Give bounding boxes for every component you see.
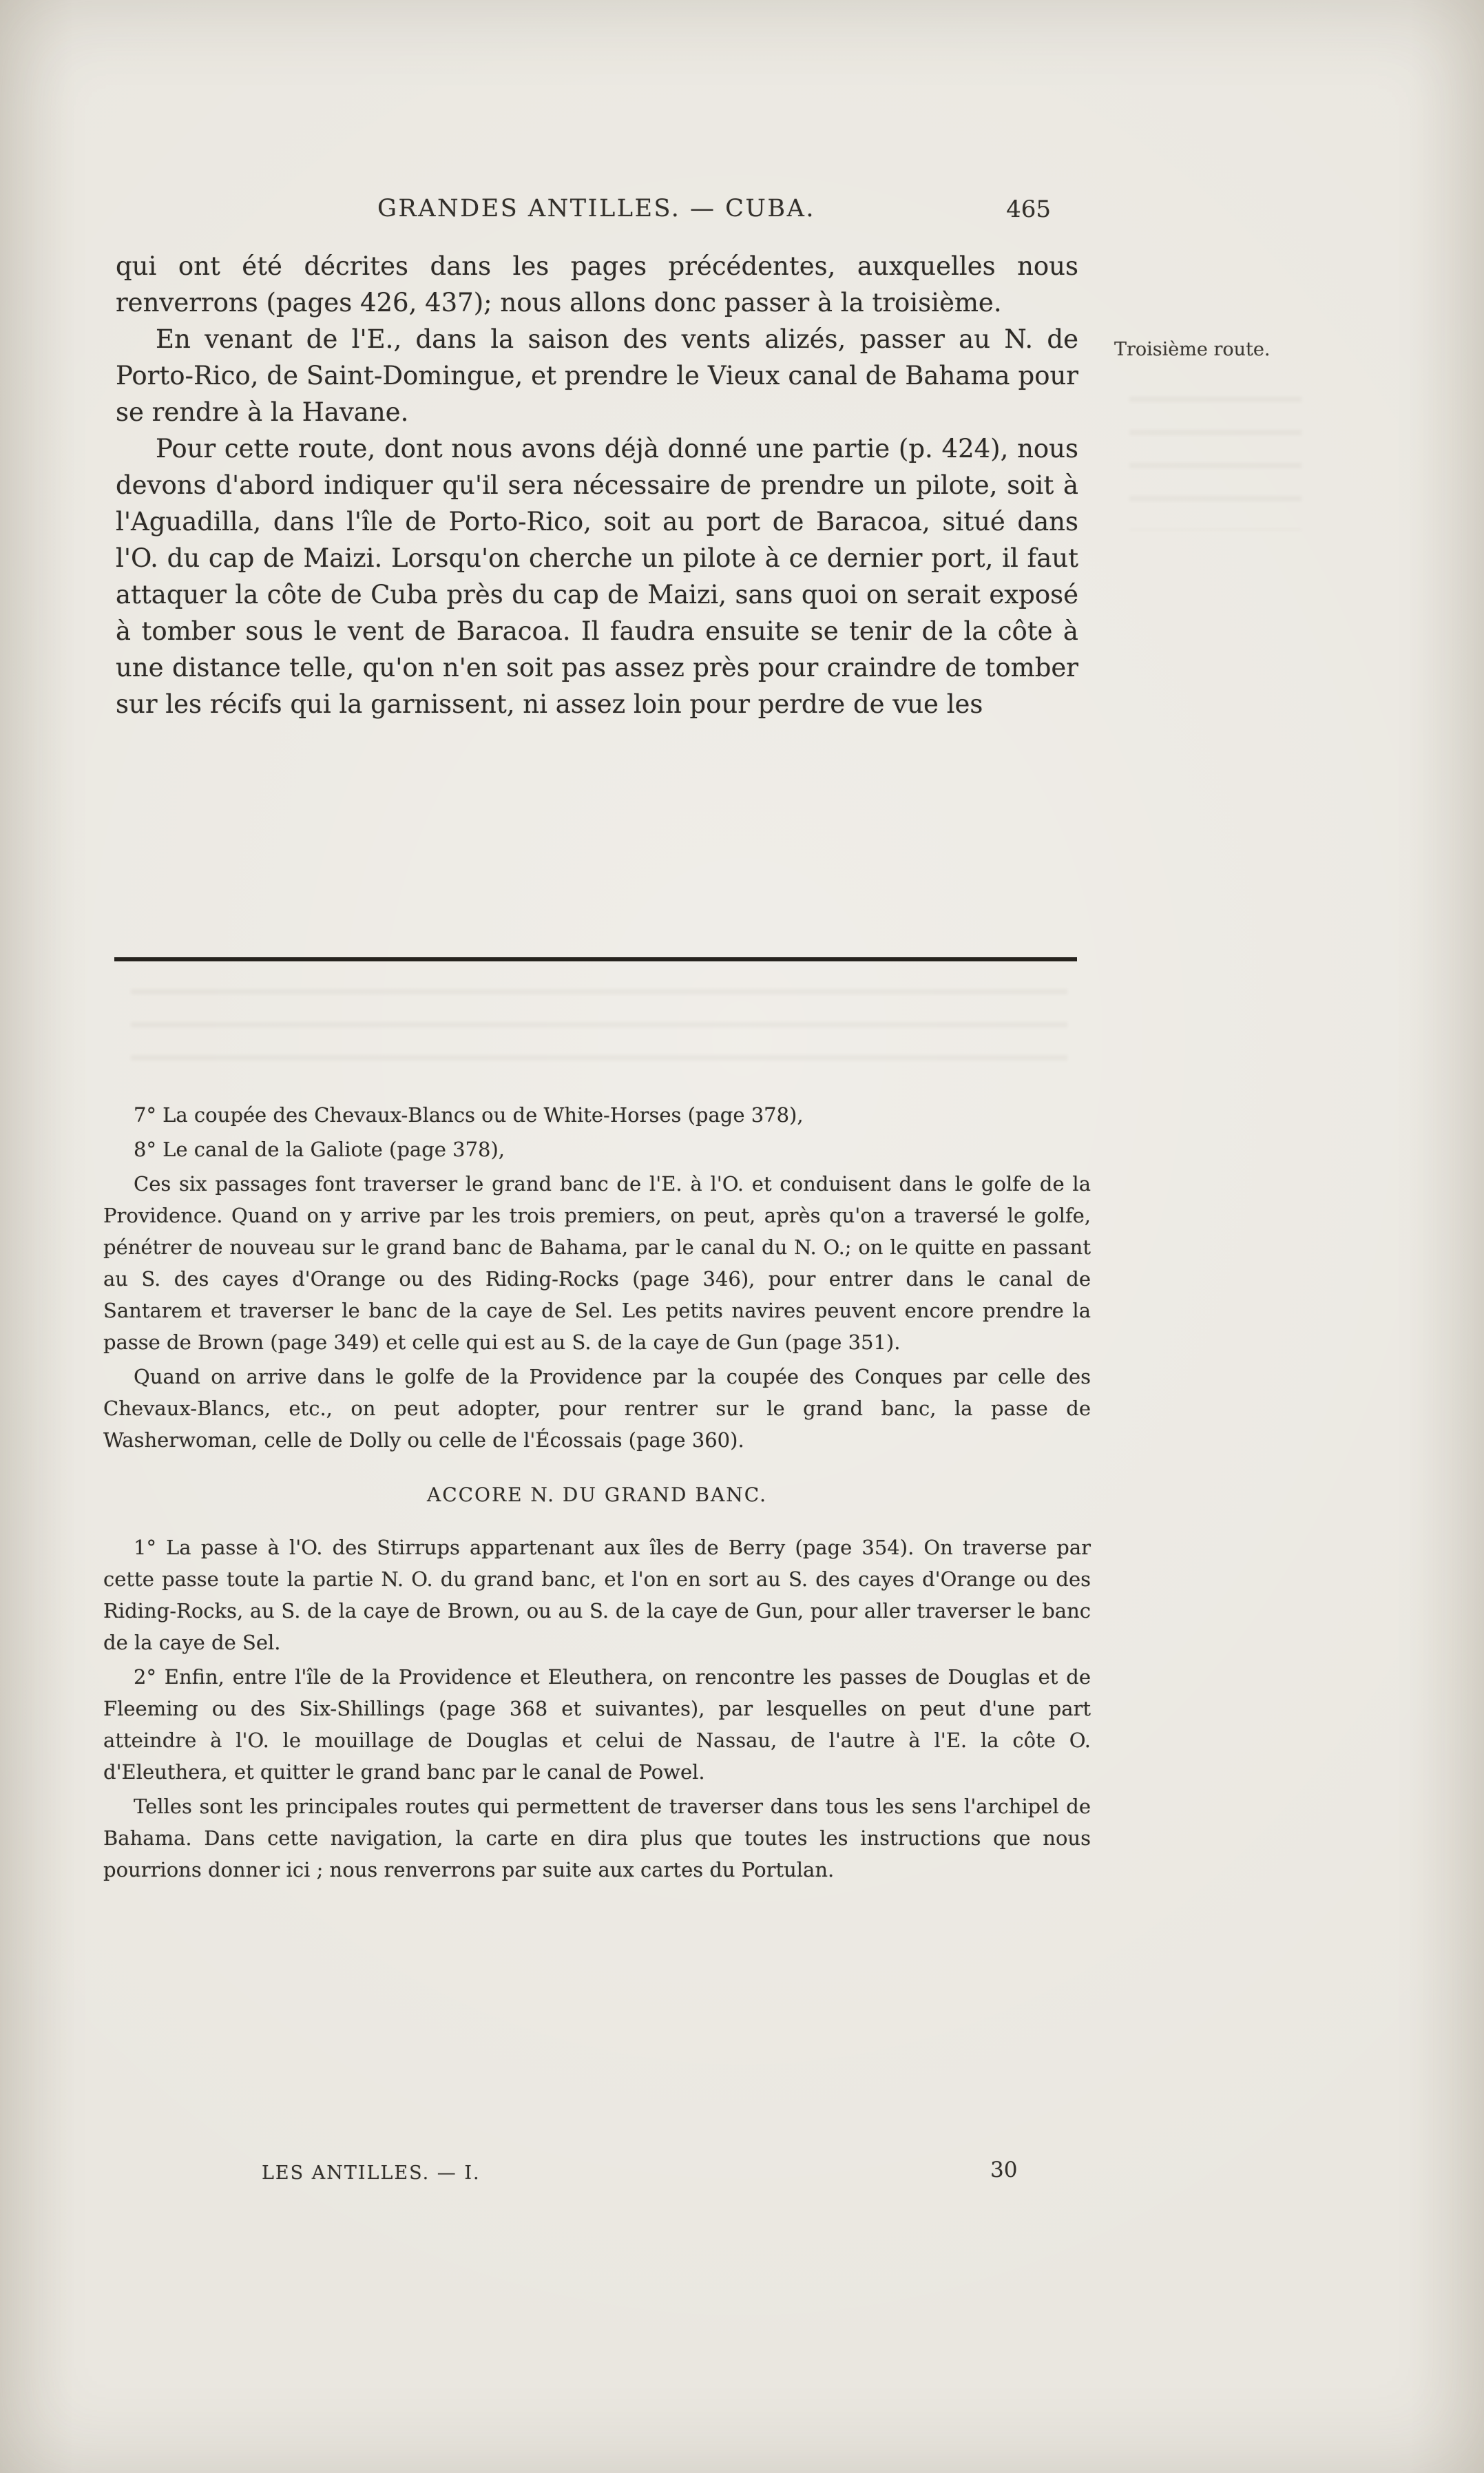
- body-paragraph: En venant de l'E., dans la saison des vents alizés, passer au N. de Porto-Rico, de Saint-Domingue, et prendre le Vieux canal de Bahama pour se rendre à la Havane.: [116, 324, 1078, 427]
- footnote-section-heading: ACCORE N. DU GRAND BANC.: [426, 1483, 768, 1506]
- footnote-item: Telles sont les principales routes qui permettent de traverser dans tous les sens l'archipel de Bahama. Dans cette navigation, la carte en dira plus que toutes les instructions que nous pourrions donner ici ; nous renverrons par suite aux cartes du Portulan.: [103, 1795, 1091, 1881]
- page-number: 465: [1006, 196, 1051, 223]
- main-text-block: [116, 248, 1078, 722]
- footnotes-block: [103, 1099, 1091, 1886]
- footnote-separator-rule: [114, 957, 1077, 961]
- footnote-item: 1° La passe à l'O. des Stirrups appartenant aux îles de Berry (page 354). On traverse par cette passe toute la partie N. O. du grand banc, et l'on en sort au S. des cayes d'Orange ou des Riding-Rocks, au S. de la caye de Brown, ou au S. de la caye de Gun, pour aller traverser le banc de la caye de Sel.: [103, 1536, 1091, 1654]
- running-head: [116, 195, 1077, 228]
- footer-signature-number: 30: [990, 2158, 1018, 2182]
- footnote-item: 2° Enfin, entre l'île de la Providence et Eleuthera, on rencontre les passes de Douglas et de Fleeming ou des Six-Shillings (page 368 et suivantes), par lesquelles on peut d'une part atteindre à l'O. le mouillage de Douglas et celui de Nassau, de l'autre à l'E. la côte O. d'Eleuthera, et quitter le grand banc par le canal de Powel.: [103, 1665, 1091, 1784]
- bleed-through-margin: [1129, 386, 1302, 530]
- body-paragraph: qui ont été décrites dans les pages précédentes, auxquelles nous renverrons (pages 426, 437); nous allons donc passer à la troisième.: [116, 251, 1078, 317]
- footnote-item: 8° Le canal de la Galiote (page 378),: [134, 1138, 505, 1161]
- footer-series-title: LES ANTILLES. — I.: [262, 2162, 481, 2184]
- margin-note: Troisième route.: [1114, 339, 1271, 360]
- bleed-through-mid: [131, 978, 1067, 1081]
- footnote-item: Quand on arrive dans le golfe de la Providence par la coupée des Conques par celle des Chevaux-Blancs, etc., on peut adopter, pour rentrer sur le grand banc, la passe de Washerwoman, celle de Dolly ou celle de l'Écossais (page 360).: [103, 1365, 1091, 1452]
- body-paragraph: Pour cette route, dont nous avons déjà donné une partie (p. 424), nous devons d'abord indiquer qu'il sera nécessaire de prendre un pilote, soit à l'Aguadilla, dans l'île de Porto-Rico, soit au port de Baracoa, situé dans l'O. du cap de Maizi. Lorsqu'on cherche un pilote à ce dernier port, il faut attaquer la côte de Cuba près du cap de Maizi, sans quoi on serait exposé à tomber sous le vent de Baracoa. Il faudra ensuite se tenir de la côte à une distance telle, qu'on n'en soit pas assez près pour craindre de tomber sur les récifs qui la garnissent, ni assez loin pour perdre de vue les: [116, 434, 1078, 719]
- page-header-title: GRANDES ANTILLES. — CUBA.: [377, 195, 816, 222]
- footnote-item: Ces six passages font traverser le grand banc de l'E. à l'O. et conduisent dans le golfe de la Providence. Quand on y arrive par les trois premiers, on peut, après qu'on a traversé le golfe, pénétrer de nouveau sur le grand banc de Bahama, par le canal du N. O.; on le quitte en passant au S. des cayes d'Orange ou des Riding-Rocks (page 346), pour entrer dans le canal de Santarem et traverser le banc de la caye de Sel. Les petits navires peuvent encore prendre la passe de Brown (page 349) et celle qui est au S. de la caye de Gun (page 351).: [103, 1172, 1091, 1354]
- footnote-item: 7° La coupée des Chevaux-Blancs ou de White-Horses (page 378),: [134, 1103, 804, 1127]
